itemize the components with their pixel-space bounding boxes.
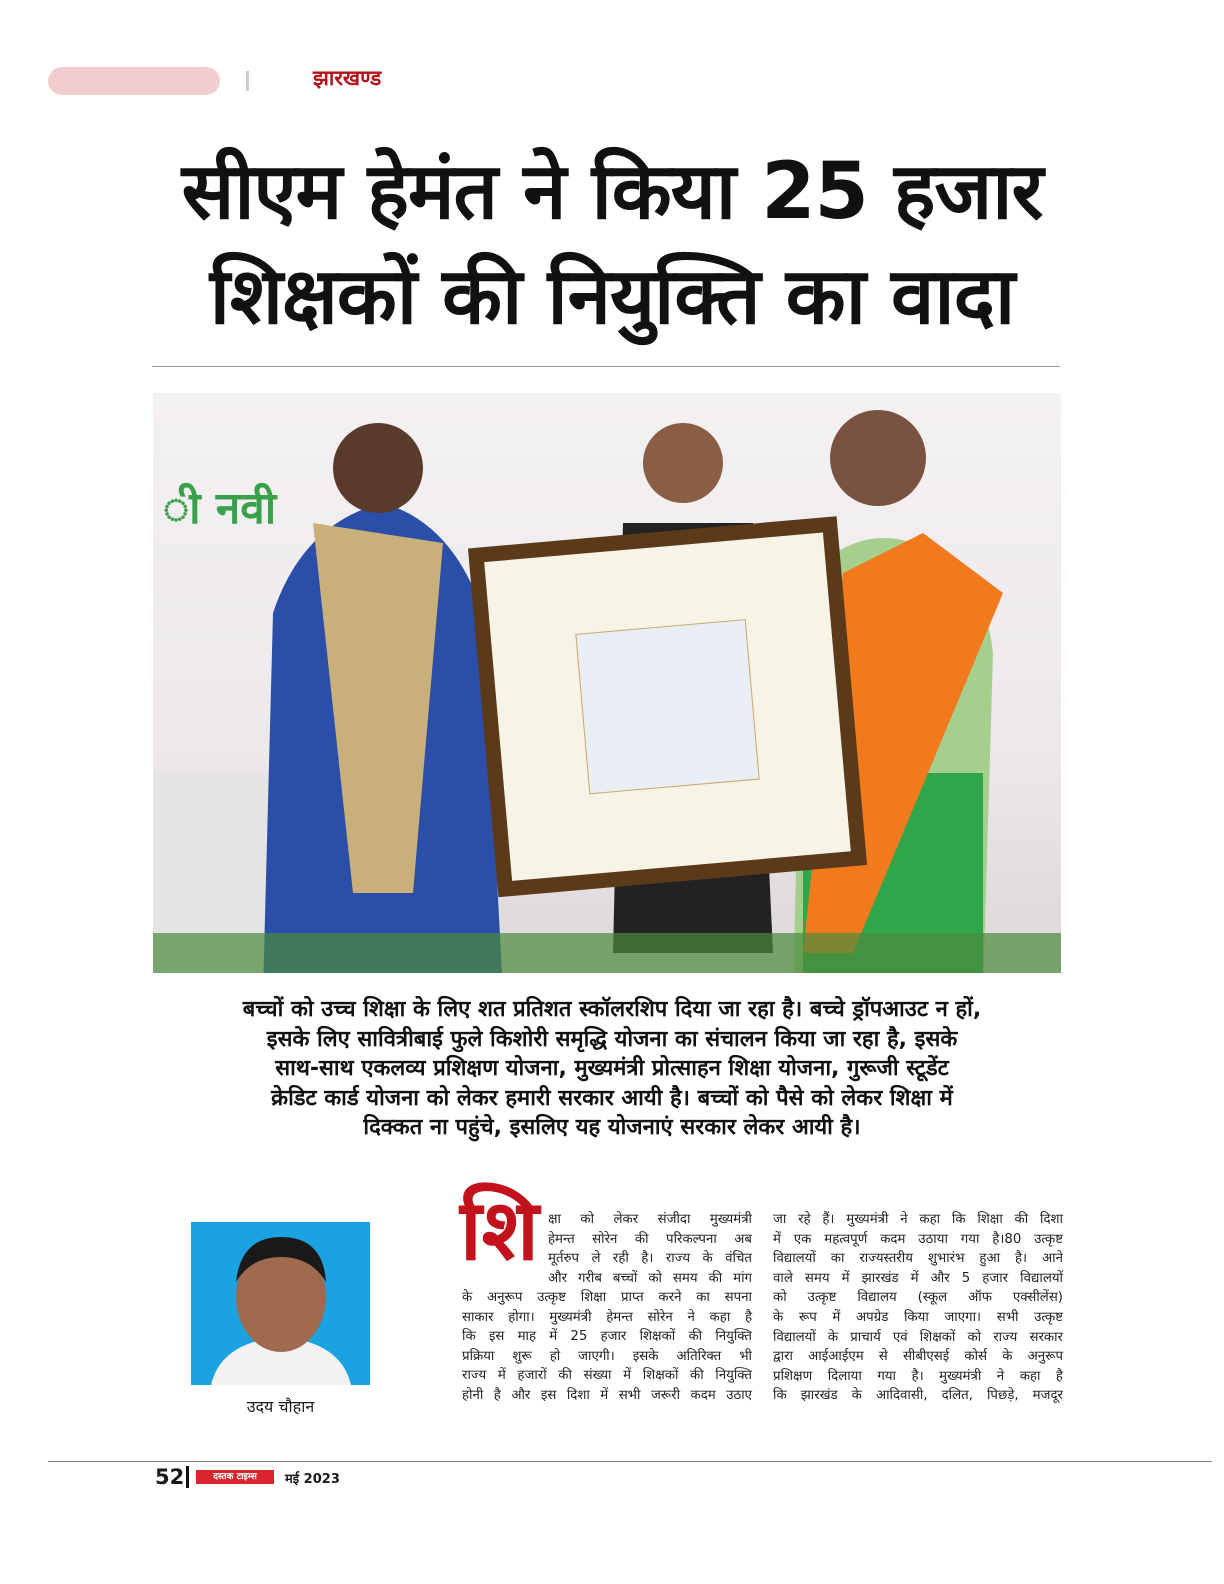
- text-line: में एक महत्वपूर्ण कदम उठाया गया है।80 उत्कृष्ट: [773, 1231, 1063, 1247]
- author-name: उदय चौहान: [246, 1397, 315, 1416]
- pull-quote: [150, 995, 1074, 1143]
- text-line: द्वारा आईआईएम से सीबीएसई कोर्स के अनुरूप: [773, 1349, 1063, 1365]
- pull-quote-line: इसके लिए सावित्रीबाई फुले किशोरी समृद्धि योजना का संचालन किया जा रहा है, इसके: [266, 1026, 958, 1052]
- page-number: 52: [155, 1465, 185, 1489]
- text-line: वाले समय में झारखंड में और 5 हजार विद्यालयों: [773, 1270, 1063, 1286]
- text-line: साकार होगा। मुख्यमंत्री हेमन्त सोरेन ने कहा है: [462, 1309, 752, 1325]
- text-line: राज्य में हजारों की संख्या में शिक्षकों की नियुक्ति: [462, 1368, 752, 1384]
- text-line: को उत्कृष्ट विद्यालय (स्कूल ऑफ एक्सीलेंस): [773, 1290, 1063, 1306]
- text-line: हेमन्त सोरेन की परिकल्पना अब: [548, 1231, 752, 1247]
- section-pill: [48, 67, 220, 95]
- headline-rule: [152, 366, 1060, 367]
- text-line: विद्यालयों का राज्यस्तरीय शुभारंभ हुआ है। आने: [773, 1251, 1063, 1267]
- pull-quote-line: क्रेडिट कार्ड योजना को लेकर हमारी सरकार आयी है। बच्चों को पैसे को लेकर शिक्षा में: [271, 1085, 953, 1111]
- text-line: के रूप में अपग्रेड किया जाएगा। सभी उत्कृष्ट: [773, 1309, 1063, 1325]
- footer-rule: [48, 1461, 1212, 1462]
- text-line: विद्यालयों के प्राचार्य एवं शिक्षकों को राज्य सरकार: [773, 1329, 1063, 1345]
- pull-quote-line: बच्चों को उच्च शिक्षा के लिए शत प्रतिशत स्कॉलरशिप दिया जा रहा है। बच्चे ड्रॉपआउट न हों,: [242, 997, 982, 1022]
- article-column-1: [462, 1288, 752, 1406]
- text-line: प्रक्रिया शुरू हो जाएगी। इसके अतिरिक्त भी: [462, 1348, 752, 1364]
- article-column-1-top: [548, 1210, 752, 1288]
- masthead-logo: दस्तक टाइम्स: [196, 1470, 274, 1484]
- text-line: होनी है और इस दिशा में सभी जरूरी कदम उठाए: [462, 1387, 752, 1403]
- text-line: और गरीब बच्चों को समय की मांग: [548, 1270, 752, 1286]
- footer-divider: [186, 1466, 189, 1488]
- text-line: के अनुरूप उत्कृष्ट शिक्षा प्राप्त करने का सपना: [462, 1290, 752, 1305]
- text-line: मूर्तरुप ले रही है। राज्य के वंचित: [548, 1251, 752, 1267]
- main-photo: [153, 393, 1061, 973]
- photo-illustration: [153, 393, 1061, 973]
- text-line: क्षा को लेकर संजीदा मुख्यमंत्री: [548, 1212, 752, 1227]
- issue-date: मई 2023: [285, 1472, 340, 1487]
- headline-line-1: सीएम हेमंत ने किया 25 हजार: [181, 147, 1043, 237]
- headline-line-2: शिक्षकों की नियुक्ति का वादा: [209, 252, 1015, 342]
- text-line: जा रहे हैं। मुख्यमंत्री ने कहा कि शिक्षा की दिशा: [773, 1212, 1063, 1227]
- pull-quote-line: साथ-साथ एकलव्य प्रशिक्षण योजना, मुख्यमंत्री प्रोत्साहन शिक्षा योजना, गुरूजी स्टूडेंट: [275, 1056, 949, 1081]
- section-label: झारखण्ड: [313, 66, 382, 90]
- text-line: प्रशिक्षण दिलाया गया है। मुख्यमंत्री ने कहा है: [773, 1368, 1063, 1384]
- author-photo: [191, 1222, 370, 1385]
- text-line: कि इस माह में 25 हजार शिक्षकों की नियुक्ति: [462, 1329, 752, 1345]
- article-column-2: [773, 1210, 1063, 1406]
- divider: [246, 71, 249, 91]
- svg-text:ी नवी: ी नवी: [163, 483, 277, 534]
- text-line: कि झारखंड के आदिवासी, दलित, पिछड़े, मजदूर: [773, 1388, 1063, 1404]
- drop-cap: शि: [460, 1181, 539, 1279]
- pull-quote-line: दिक्कत ना पहुंचे, इसलिए यह योजनाएं सरकार लेकर आयी है।: [363, 1115, 861, 1140]
